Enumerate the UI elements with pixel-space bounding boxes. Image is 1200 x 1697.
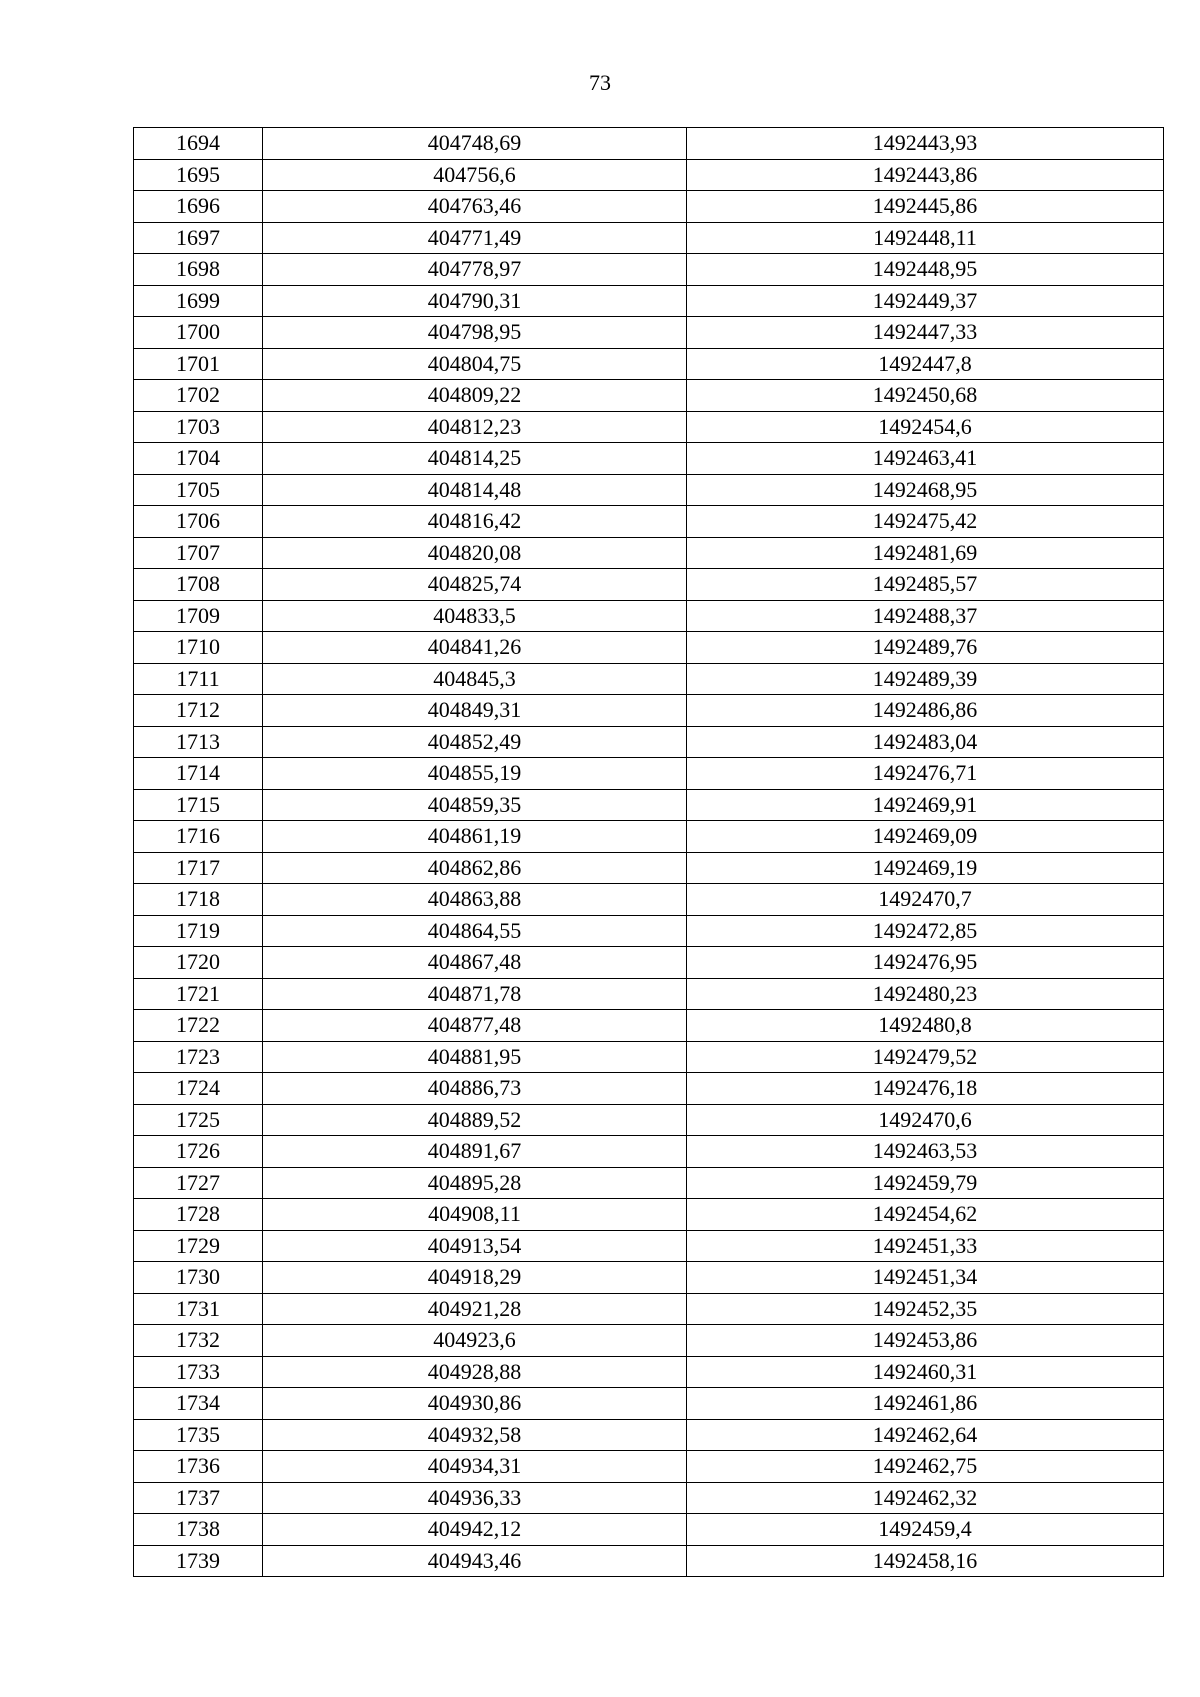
point-number-cell: 1705 bbox=[134, 474, 263, 506]
x-coordinate-cell: 404864,55 bbox=[263, 915, 687, 947]
x-coordinate-cell: 404881,95 bbox=[263, 1041, 687, 1073]
point-number-cell: 1728 bbox=[134, 1199, 263, 1231]
table-row bbox=[134, 1545, 1164, 1577]
x-coordinate-cell: 404756,6 bbox=[263, 159, 687, 191]
y-coordinate-cell: 1492468,95 bbox=[687, 474, 1164, 506]
point-number-cell: 1701 bbox=[134, 348, 263, 380]
table-row bbox=[134, 1293, 1164, 1325]
table-row bbox=[134, 254, 1164, 286]
table-row bbox=[134, 1482, 1164, 1514]
point-number-cell: 1695 bbox=[134, 159, 263, 191]
y-coordinate-cell: 1492463,53 bbox=[687, 1136, 1164, 1168]
point-number-cell: 1718 bbox=[134, 884, 263, 916]
y-coordinate-cell: 1492483,04 bbox=[687, 726, 1164, 758]
x-coordinate-cell: 404930,86 bbox=[263, 1388, 687, 1420]
x-coordinate-cell: 404816,42 bbox=[263, 506, 687, 538]
point-number-cell: 1697 bbox=[134, 222, 263, 254]
table-row bbox=[134, 380, 1164, 412]
table-row bbox=[134, 1419, 1164, 1451]
x-coordinate-cell: 404918,29 bbox=[263, 1262, 687, 1294]
point-number-cell: 1700 bbox=[134, 317, 263, 349]
y-coordinate-cell: 1492443,93 bbox=[687, 128, 1164, 160]
point-number-cell: 1731 bbox=[134, 1293, 263, 1325]
x-coordinate-cell: 404790,31 bbox=[263, 285, 687, 317]
y-coordinate-cell: 1492462,32 bbox=[687, 1482, 1164, 1514]
y-coordinate-cell: 1492451,33 bbox=[687, 1230, 1164, 1262]
coordinates-table bbox=[133, 127, 1164, 1577]
point-number-cell: 1704 bbox=[134, 443, 263, 475]
point-number-cell: 1702 bbox=[134, 380, 263, 412]
x-coordinate-cell: 404934,31 bbox=[263, 1451, 687, 1483]
x-coordinate-cell: 404908,11 bbox=[263, 1199, 687, 1231]
table-row bbox=[134, 1451, 1164, 1483]
x-coordinate-cell: 404928,88 bbox=[263, 1356, 687, 1388]
point-number-cell: 1713 bbox=[134, 726, 263, 758]
y-coordinate-cell: 1492454,62 bbox=[687, 1199, 1164, 1231]
y-coordinate-cell: 1492448,11 bbox=[687, 222, 1164, 254]
y-coordinate-cell: 1492470,7 bbox=[687, 884, 1164, 916]
table-row bbox=[134, 947, 1164, 979]
x-coordinate-cell: 404871,78 bbox=[263, 978, 687, 1010]
point-number-cell: 1716 bbox=[134, 821, 263, 853]
table-row bbox=[134, 726, 1164, 758]
y-coordinate-cell: 1492449,37 bbox=[687, 285, 1164, 317]
point-number-cell: 1739 bbox=[134, 1545, 263, 1577]
x-coordinate-cell: 404859,35 bbox=[263, 789, 687, 821]
point-number-cell: 1730 bbox=[134, 1262, 263, 1294]
point-number-cell: 1733 bbox=[134, 1356, 263, 1388]
table-row bbox=[134, 1010, 1164, 1042]
table-row bbox=[134, 1262, 1164, 1294]
point-number-cell: 1703 bbox=[134, 411, 263, 443]
table-row bbox=[134, 1230, 1164, 1262]
y-coordinate-cell: 1492480,23 bbox=[687, 978, 1164, 1010]
table-row bbox=[134, 695, 1164, 727]
y-coordinate-cell: 1492458,16 bbox=[687, 1545, 1164, 1577]
table-row bbox=[134, 1388, 1164, 1420]
point-number-cell: 1724 bbox=[134, 1073, 263, 1105]
x-coordinate-cell: 404886,73 bbox=[263, 1073, 687, 1105]
table-row bbox=[134, 443, 1164, 475]
table-row bbox=[134, 317, 1164, 349]
x-coordinate-cell: 404809,22 bbox=[263, 380, 687, 412]
y-coordinate-cell: 1492476,18 bbox=[687, 1073, 1164, 1105]
y-coordinate-cell: 1492450,68 bbox=[687, 380, 1164, 412]
point-number-cell: 1732 bbox=[134, 1325, 263, 1357]
x-coordinate-cell: 404942,12 bbox=[263, 1514, 687, 1546]
table-row bbox=[134, 1325, 1164, 1357]
y-coordinate-cell: 1492469,91 bbox=[687, 789, 1164, 821]
y-coordinate-cell: 1492462,64 bbox=[687, 1419, 1164, 1451]
y-coordinate-cell: 1492470,6 bbox=[687, 1104, 1164, 1136]
point-number-cell: 1712 bbox=[134, 695, 263, 727]
x-coordinate-cell: 404913,54 bbox=[263, 1230, 687, 1262]
point-number-cell: 1719 bbox=[134, 915, 263, 947]
x-coordinate-cell: 404936,33 bbox=[263, 1482, 687, 1514]
y-coordinate-cell: 1492476,71 bbox=[687, 758, 1164, 790]
point-number-cell: 1709 bbox=[134, 600, 263, 632]
table-row bbox=[134, 663, 1164, 695]
point-number-cell: 1720 bbox=[134, 947, 263, 979]
y-coordinate-cell: 1492445,86 bbox=[687, 191, 1164, 223]
x-coordinate-cell: 404849,31 bbox=[263, 695, 687, 727]
table-row bbox=[134, 632, 1164, 664]
point-number-cell: 1734 bbox=[134, 1388, 263, 1420]
point-number-cell: 1727 bbox=[134, 1167, 263, 1199]
table-row bbox=[134, 1167, 1164, 1199]
table-row bbox=[134, 852, 1164, 884]
x-coordinate-cell: 404863,88 bbox=[263, 884, 687, 916]
point-number-cell: 1708 bbox=[134, 569, 263, 601]
table-row bbox=[134, 474, 1164, 506]
y-coordinate-cell: 1492488,37 bbox=[687, 600, 1164, 632]
y-coordinate-cell: 1492476,95 bbox=[687, 947, 1164, 979]
table-row bbox=[134, 191, 1164, 223]
x-coordinate-cell: 404867,48 bbox=[263, 947, 687, 979]
y-coordinate-cell: 1492472,85 bbox=[687, 915, 1164, 947]
x-coordinate-cell: 404804,75 bbox=[263, 348, 687, 380]
point-number-cell: 1735 bbox=[134, 1419, 263, 1451]
y-coordinate-cell: 1492469,09 bbox=[687, 821, 1164, 853]
table-row bbox=[134, 884, 1164, 916]
x-coordinate-cell: 404895,28 bbox=[263, 1167, 687, 1199]
x-coordinate-cell: 404820,08 bbox=[263, 537, 687, 569]
point-number-cell: 1698 bbox=[134, 254, 263, 286]
y-coordinate-cell: 1492461,86 bbox=[687, 1388, 1164, 1420]
x-coordinate-cell: 404833,5 bbox=[263, 600, 687, 632]
coordinates-table-body bbox=[134, 128, 1164, 1577]
x-coordinate-cell: 404798,95 bbox=[263, 317, 687, 349]
x-coordinate-cell: 404841,26 bbox=[263, 632, 687, 664]
y-coordinate-cell: 1492463,41 bbox=[687, 443, 1164, 475]
table-row bbox=[134, 569, 1164, 601]
x-coordinate-cell: 404862,86 bbox=[263, 852, 687, 884]
point-number-cell: 1706 bbox=[134, 506, 263, 538]
y-coordinate-cell: 1492481,69 bbox=[687, 537, 1164, 569]
point-number-cell: 1729 bbox=[134, 1230, 263, 1262]
table-row bbox=[134, 1356, 1164, 1388]
x-coordinate-cell: 404861,19 bbox=[263, 821, 687, 853]
x-coordinate-cell: 404943,46 bbox=[263, 1545, 687, 1577]
point-number-cell: 1738 bbox=[134, 1514, 263, 1546]
table-row bbox=[134, 789, 1164, 821]
point-number-cell: 1714 bbox=[134, 758, 263, 790]
x-coordinate-cell: 404923,6 bbox=[263, 1325, 687, 1357]
point-number-cell: 1699 bbox=[134, 285, 263, 317]
point-number-cell: 1717 bbox=[134, 852, 263, 884]
point-number-cell: 1722 bbox=[134, 1010, 263, 1042]
x-coordinate-cell: 404889,52 bbox=[263, 1104, 687, 1136]
y-coordinate-cell: 1492447,33 bbox=[687, 317, 1164, 349]
y-coordinate-cell: 1492462,75 bbox=[687, 1451, 1164, 1483]
point-number-cell: 1721 bbox=[134, 978, 263, 1010]
x-coordinate-cell: 404748,69 bbox=[263, 128, 687, 160]
table-row bbox=[134, 600, 1164, 632]
y-coordinate-cell: 1492489,76 bbox=[687, 632, 1164, 664]
point-number-cell: 1725 bbox=[134, 1104, 263, 1136]
point-number-cell: 1736 bbox=[134, 1451, 263, 1483]
y-coordinate-cell: 1492448,95 bbox=[687, 254, 1164, 286]
y-coordinate-cell: 1492459,79 bbox=[687, 1167, 1164, 1199]
table-row bbox=[134, 1514, 1164, 1546]
table-row bbox=[134, 128, 1164, 160]
table-row bbox=[134, 1199, 1164, 1231]
table-row bbox=[134, 1136, 1164, 1168]
x-coordinate-cell: 404763,46 bbox=[263, 191, 687, 223]
y-coordinate-cell: 1492447,8 bbox=[687, 348, 1164, 380]
y-coordinate-cell: 1492485,57 bbox=[687, 569, 1164, 601]
table-row bbox=[134, 978, 1164, 1010]
x-coordinate-cell: 404855,19 bbox=[263, 758, 687, 790]
x-coordinate-cell: 404812,23 bbox=[263, 411, 687, 443]
point-number-cell: 1737 bbox=[134, 1482, 263, 1514]
point-number-cell: 1711 bbox=[134, 663, 263, 695]
x-coordinate-cell: 404891,67 bbox=[263, 1136, 687, 1168]
table-row bbox=[134, 1073, 1164, 1105]
table-row bbox=[134, 411, 1164, 443]
x-coordinate-cell: 404932,58 bbox=[263, 1419, 687, 1451]
y-coordinate-cell: 1492480,8 bbox=[687, 1010, 1164, 1042]
y-coordinate-cell: 1492475,42 bbox=[687, 506, 1164, 538]
x-coordinate-cell: 404877,48 bbox=[263, 1010, 687, 1042]
y-coordinate-cell: 1492443,86 bbox=[687, 159, 1164, 191]
x-coordinate-cell: 404814,25 bbox=[263, 443, 687, 475]
table-row bbox=[134, 506, 1164, 538]
point-number-cell: 1710 bbox=[134, 632, 263, 664]
y-coordinate-cell: 1492486,86 bbox=[687, 695, 1164, 727]
point-number-cell: 1723 bbox=[134, 1041, 263, 1073]
y-coordinate-cell: 1492454,6 bbox=[687, 411, 1164, 443]
x-coordinate-cell: 404778,97 bbox=[263, 254, 687, 286]
x-coordinate-cell: 404814,48 bbox=[263, 474, 687, 506]
y-coordinate-cell: 1492489,39 bbox=[687, 663, 1164, 695]
x-coordinate-cell: 404771,49 bbox=[263, 222, 687, 254]
x-coordinate-cell: 404852,49 bbox=[263, 726, 687, 758]
point-number-cell: 1694 bbox=[134, 128, 263, 160]
y-coordinate-cell: 1492452,35 bbox=[687, 1293, 1164, 1325]
point-number-cell: 1696 bbox=[134, 191, 263, 223]
y-coordinate-cell: 1492459,4 bbox=[687, 1514, 1164, 1546]
table-row bbox=[134, 758, 1164, 790]
y-coordinate-cell: 1492451,34 bbox=[687, 1262, 1164, 1294]
table-row bbox=[134, 222, 1164, 254]
x-coordinate-cell: 404845,3 bbox=[263, 663, 687, 695]
point-number-cell: 1726 bbox=[134, 1136, 263, 1168]
table-row bbox=[134, 285, 1164, 317]
table-row bbox=[134, 1041, 1164, 1073]
table-row bbox=[134, 821, 1164, 853]
x-coordinate-cell: 404921,28 bbox=[263, 1293, 687, 1325]
x-coordinate-cell: 404825,74 bbox=[263, 569, 687, 601]
y-coordinate-cell: 1492479,52 bbox=[687, 1041, 1164, 1073]
table-row bbox=[134, 159, 1164, 191]
table-row bbox=[134, 348, 1164, 380]
y-coordinate-cell: 1492453,86 bbox=[687, 1325, 1164, 1357]
table-row bbox=[134, 915, 1164, 947]
y-coordinate-cell: 1492469,19 bbox=[687, 852, 1164, 884]
page-number: 73 bbox=[589, 70, 611, 95]
table-row bbox=[134, 537, 1164, 569]
y-coordinate-cell: 1492460,31 bbox=[687, 1356, 1164, 1388]
table-row bbox=[134, 1104, 1164, 1136]
point-number-cell: 1715 bbox=[134, 789, 263, 821]
point-number-cell: 1707 bbox=[134, 537, 263, 569]
